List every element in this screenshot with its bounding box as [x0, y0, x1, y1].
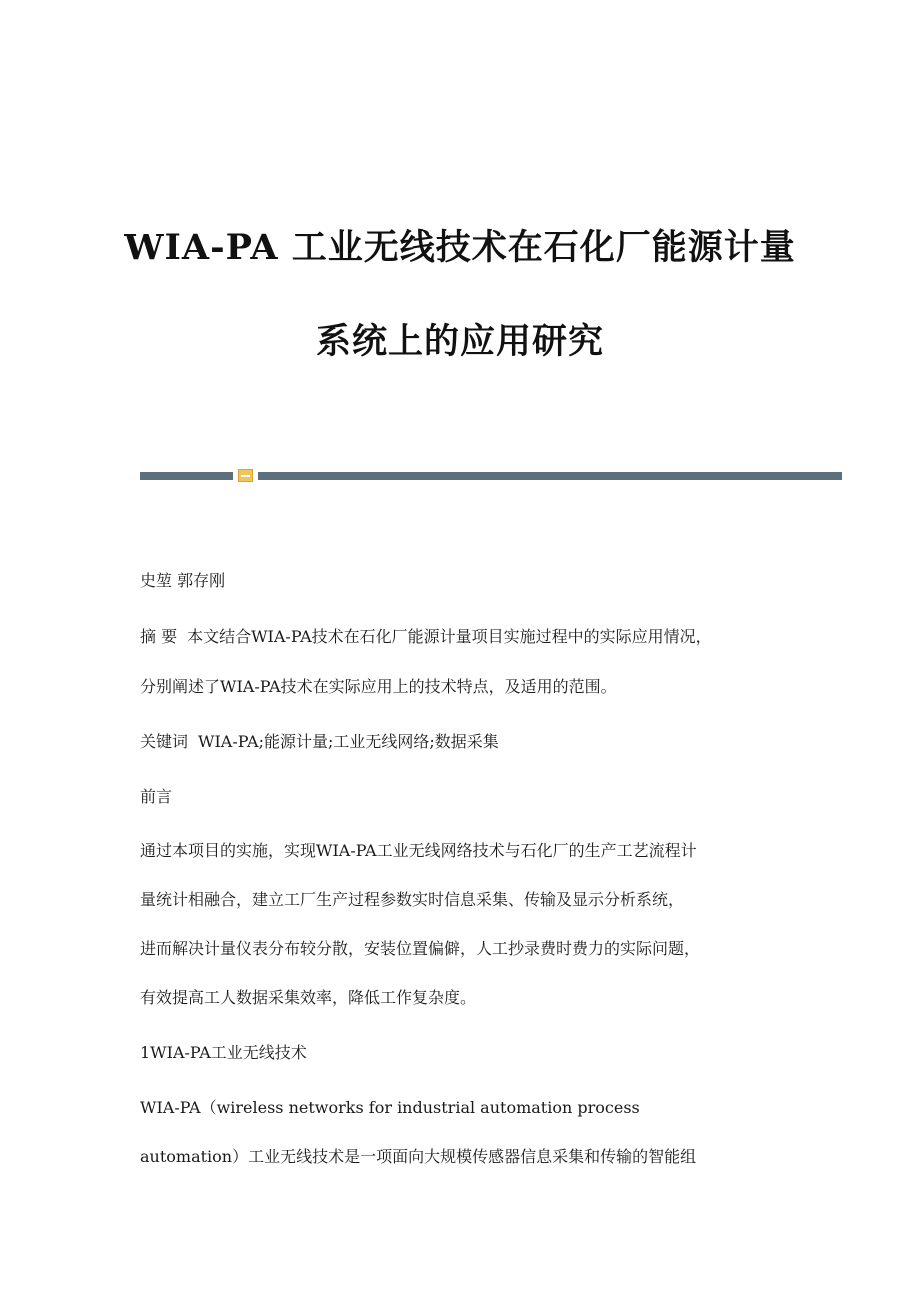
preface-line-1: 通过本项目的实施，实现WIA-PA工业无线网络技术与石化厂的生产工艺流程计 — [140, 841, 697, 860]
divider-badge-icon — [238, 469, 253, 482]
section-1-line-2: automation）工业无线技术是一项面向大规模传感器信息采集和传输的智能组 — [140, 1147, 697, 1166]
preface-heading: 前言 — [140, 787, 173, 806]
preface-line-4: 有效提高工人数据采集效率，降低工作复杂度。 — [140, 988, 477, 1007]
section-1-heading: 1WIA-PA工业无线技术 — [140, 1043, 307, 1062]
keywords-label: 关键词 — [140, 732, 189, 751]
title-line-1: WIA-PA 工业无线技术在石化厂能源计量 — [124, 227, 796, 268]
section-1-line-1: WIA-PA（wireless networks for industrial automation process — [140, 1098, 640, 1117]
preface-line-2: 量统计相融合，建立工厂生产过程参数实时信息采集、传输及显示分析系统， — [140, 890, 685, 909]
abstract-text-1: 本文结合WIA-PA技术在石化厂能源计量项目实施过程中的实际应用情况， — [187, 627, 712, 646]
preface-line-3: 进而解决计量仪表分布较分散，安装位置偏僻，人工抄录费时费力的实际问题， — [140, 939, 701, 958]
authors: 史堃 郭存刚 — [140, 571, 226, 590]
abstract-label: 摘 要 — [140, 627, 178, 646]
title-divider — [140, 468, 842, 482]
divider-bar-left — [140, 472, 233, 480]
divider-bar-right — [258, 472, 842, 480]
abstract-line-1 — [140, 626, 712, 648]
keywords-line — [140, 731, 499, 753]
title-line-2: 系统上的应用研究 — [315, 321, 604, 362]
keywords-text: WIA-PA;能源计量;工业无线网络;数据采集 — [198, 732, 499, 751]
abstract-line-2: 分别阐述了WIA-PA技术在实际应用上的技术特点，及适用的范围。 — [140, 677, 617, 696]
